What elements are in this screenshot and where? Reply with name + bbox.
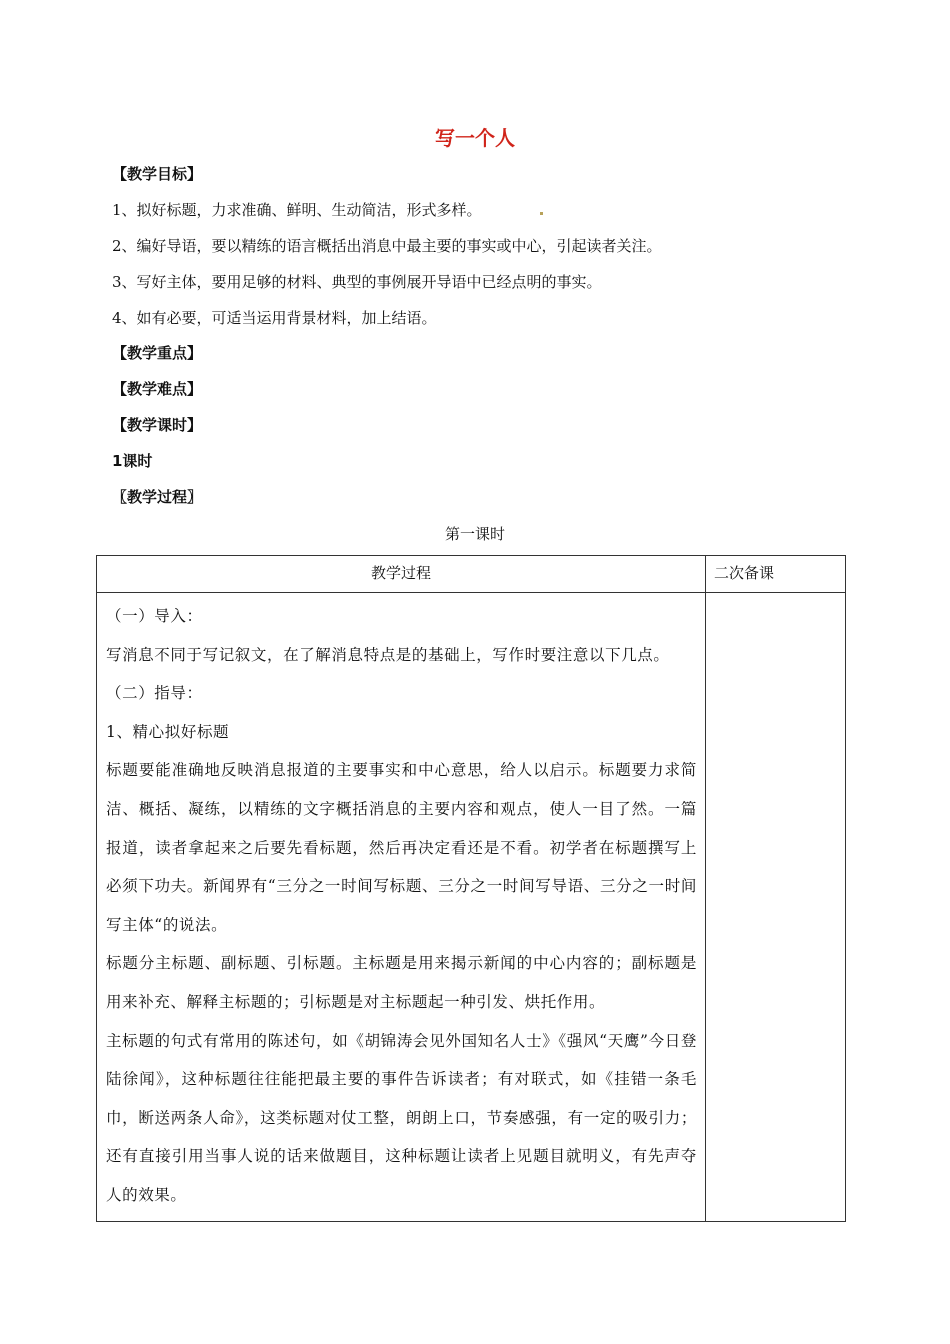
paragraph: （二）指导： <box>106 684 203 703</box>
process-content-cell <box>97 593 706 1222</box>
objective-item: 1、拟好标题，力求准确、鲜明、生动简洁，形式多样。 <box>112 201 482 219</box>
session-label: 第一课时 <box>444 525 505 543</box>
objective-item: 2、编好导语，要以精练的语言概括出消息中最主要的事实或中心，引起读者关注。 <box>112 237 662 255</box>
second-prep-cell <box>706 593 846 1222</box>
paragraph: 主标题的句式有常用的陈述句，如《胡锦涛会见外国知名人士》《强风“天鹰”今日登陆徐闻》，这种标题往往能把最主要的事件告诉读者；有对联式，如《挂错一条毛巾，断送两条人命》，这类标题对仗工整，朗朗上口，节奏感强，有一定的吸引力；还有直接引用当事人说的话来做题目，这种标题让读者上见题目就明义，有先声夺人的效果。 <box>106 1031 697 1204</box>
objective-item: 3、写好主体，要用足够的材料、典型的事例展开导语中已经点明的事实。 <box>112 273 602 291</box>
paragraph: 1、精心拟好标题 <box>106 722 230 741</box>
paragraph: 标题分主标题、副标题、引标题。主标题是用来揭示新闻的中心内容的；副标题是用来补充、解释主标题的；引标题是对主标题起一种引发、烘托作用。 <box>106 954 697 1011</box>
page-title: 写一个人 <box>435 126 515 150</box>
key-point-heading: 【教学重点】 <box>112 344 203 362</box>
process-heading: 〖教学过程〗 <box>112 488 203 506</box>
objectives-heading: 【教学目标】 <box>112 165 203 183</box>
paragraph: 标题要能准确地反映消息报道的主要事实和中心意思，给人以启示。标题要力求简洁、概括、凝练，以精练的文字概括消息的主要内容和观点，使人一目了然。一篇报道，读者拿起来之后要先看标题，然后再决定看还是不看。初学者在标题撰写上必须下功夫。新闻界有“三分之一时间写标题、三分之一时间写导语、三分之一时间写主体“的说法。 <box>106 761 697 934</box>
objective-item: 4、如有必要，可适当运用背景材料，加上结语。 <box>112 309 437 327</box>
column-header-process: 教学过程 <box>97 556 706 593</box>
paragraph: （一）导入： <box>106 607 203 625</box>
class-hours-heading: 【教学课时】 <box>112 416 203 434</box>
column-header-notes: 二次备课 <box>706 556 846 593</box>
table-header-row <box>97 556 846 593</box>
table-body-row <box>97 593 846 1222</box>
class-hours-value: 1课时 <box>112 452 153 470</box>
lesson-plan-table <box>96 555 846 1222</box>
difficulty-heading: 【教学难点】 <box>112 380 203 398</box>
mark-dot <box>540 212 543 215</box>
paragraph: 写消息不同于写记叙文，在了解消息特点是的基础上，写作时要注意以下几点。 <box>106 645 670 664</box>
